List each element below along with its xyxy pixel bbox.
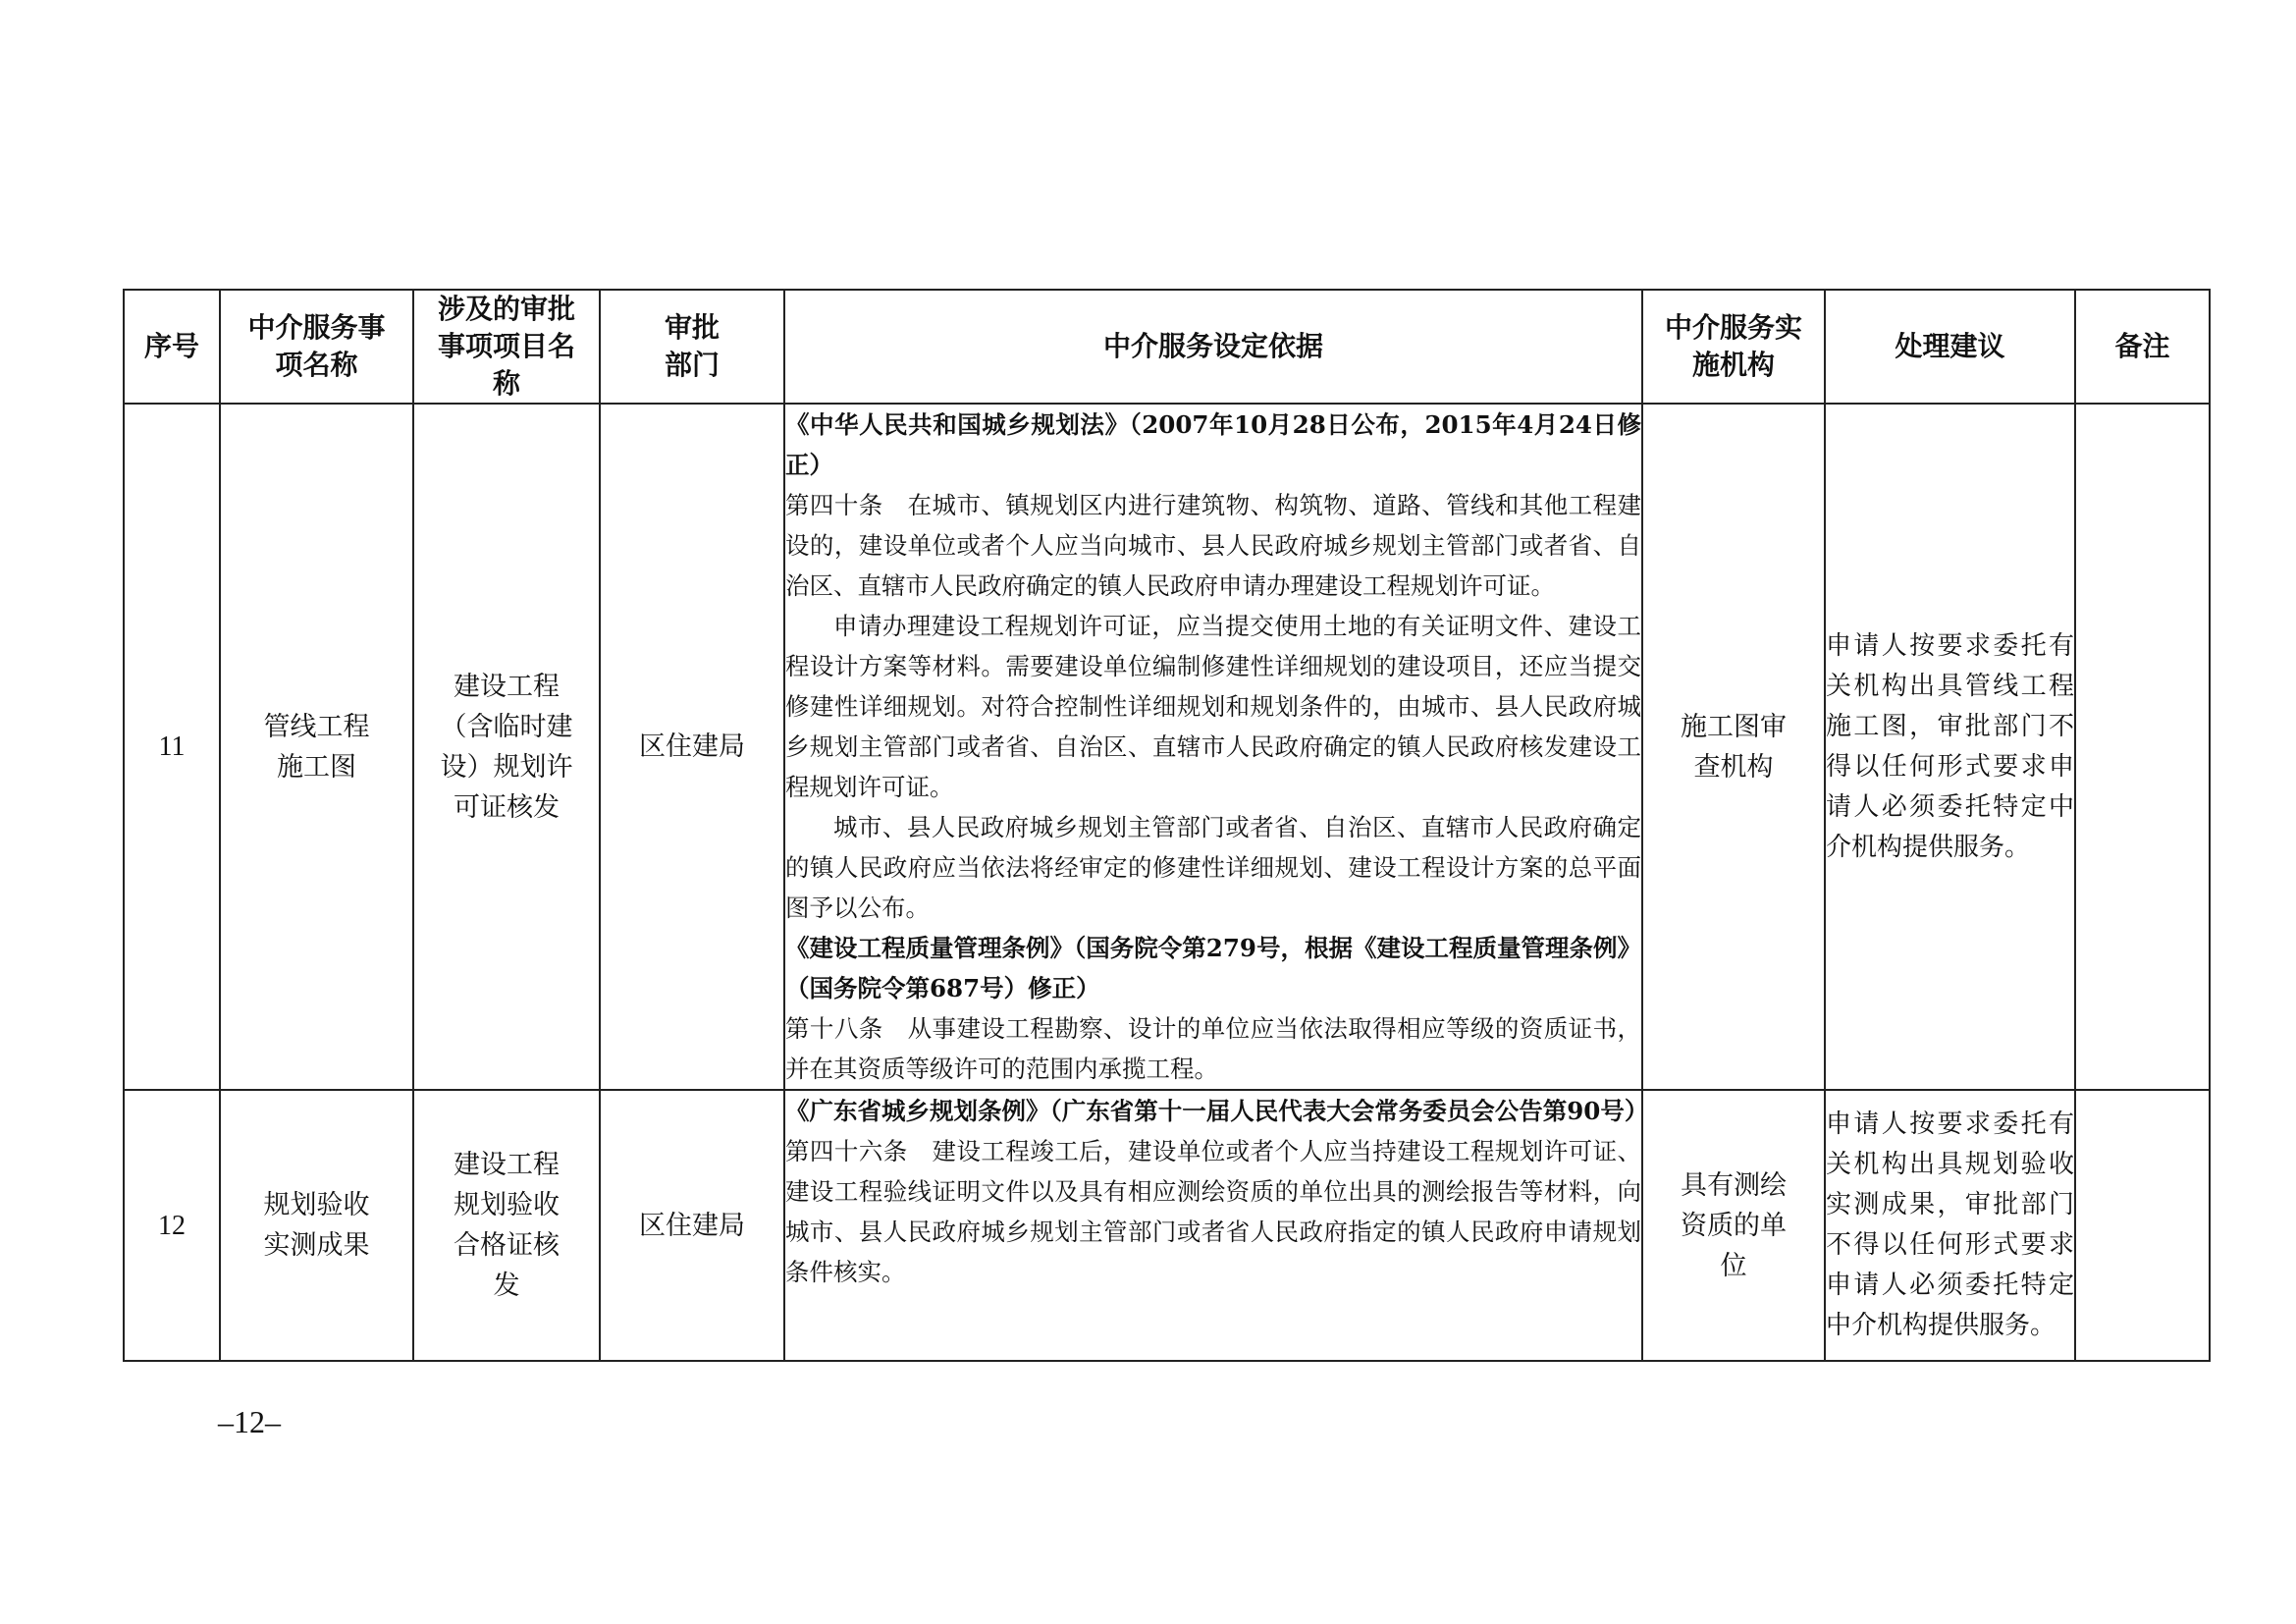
- table-row: [124, 1090, 2210, 1361]
- cell-basis: [784, 1090, 1649, 1361]
- law-article: 城市、县人民政府城乡规划主管部门或者省、自治区、直辖市人民政府确定的镇人民政府应当依法将经审定的修建性详细规划、建设工程设计方案的总平面图予以公布。: [785, 813, 1641, 922]
- header-dept: 审批部门: [600, 290, 784, 404]
- cell-agency: 具有测绘资质的单位: [1642, 1090, 1825, 1361]
- law-article: 第四十六条 建设工程竣工后，建设单位或者个人应当持建设工程规划许可证、建设工程验线证明文件以及具有相应测绘资质的单位出具的测绘报告等材料，向城市、县人民政府城乡规划主管部门或者省人民政府指定的镇人民政府申请规划条件核实。: [785, 1137, 1641, 1286]
- cell-seq: 11: [124, 404, 220, 1090]
- header-basis: 中介服务设定依据: [784, 290, 1642, 404]
- cell-remark: [2075, 1090, 2210, 1361]
- cell-agency: 施工图审查机构: [1642, 404, 1825, 1090]
- cell-item: 管线工程施工图: [220, 404, 413, 1090]
- page-number: –12–: [218, 1404, 281, 1439]
- cell-approval-item: 建设工程规划验收合格证核发: [413, 1090, 600, 1361]
- law-article: 第四十条 在城市、镇规划区内进行建筑物、构筑物、道路、管线和其他工程建设的，建设单位或者个人应当向城市、县人民政府城乡规划主管部门或者省、自治区、直辖市人民政府确定的镇人民政府申请办理建设工程规划许可证。: [785, 491, 1641, 600]
- law-article: 第十八条 从事建设工程勘察、设计的单位应当依法取得相应等级的资质证书，并在其资质等级许可的范围内承揽工程。: [785, 1014, 1641, 1083]
- table-row: [124, 404, 2210, 1090]
- intermediary-service-table: [123, 289, 2211, 1362]
- cell-suggestion: 申请人按要求委托有关机构出具规划验收实测成果，审批部门不得以任何形式要求申请人必须委托特定中介机构提供服务。: [1825, 1090, 2075, 1361]
- cell-seq: 12: [124, 1090, 220, 1361]
- law-title: 《建设工程质量管理条例》（国务院令第279号，根据《建设工程质量管理条例》（国务院令第687号）修正）: [785, 934, 1641, 1002]
- cell-remark: [2075, 404, 2210, 1090]
- law-title: 《中华人民共和国城乡规划法》（2007年10月28日公布，2015年4月24日修正）: [785, 410, 1641, 479]
- header-approval-item: 涉及的审批事项项目名称: [413, 290, 600, 404]
- cell-approval-item: 建设工程（含临时建设）规划许可证核发: [413, 404, 600, 1090]
- cell-basis: [784, 404, 1642, 1090]
- header-suggestion: 处理建议: [1825, 290, 2075, 404]
- header-item: 中介服务事项名称: [220, 290, 413, 404]
- header-seq: 序号: [124, 290, 220, 404]
- table-header-row: [124, 290, 2210, 404]
- law-article: 申请办理建设工程规划许可证，应当提交使用土地的有关证明文件、建设工程设计方案等材料。需要建设单位编制修建性详细规划的建设项目，还应当提交修建性详细规划。对符合控制性详细规划和规划条件的，由城市、县人民政府城乡规划主管部门或者省、自治区、直辖市人民政府确定的镇人民政府核发建设工程规划许可证。: [785, 612, 1641, 801]
- cell-suggestion: 申请人按要求委托有关机构出具管线工程施工图，审批部门不得以任何形式要求申请人必须委托特定中介机构提供服务。: [1825, 404, 2075, 1090]
- law-title: 《广东省城乡规划条例》（广东省第十一届人民代表大会常务委员会公告第90号）: [785, 1097, 1649, 1125]
- header-remark: 备注: [2075, 290, 2210, 404]
- cell-dept: 区住建局: [600, 404, 784, 1090]
- cell-dept: 区住建局: [600, 1090, 784, 1361]
- header-agency: 中介服务实施机构: [1642, 290, 1825, 404]
- cell-item: 规划验收实测成果: [220, 1090, 413, 1361]
